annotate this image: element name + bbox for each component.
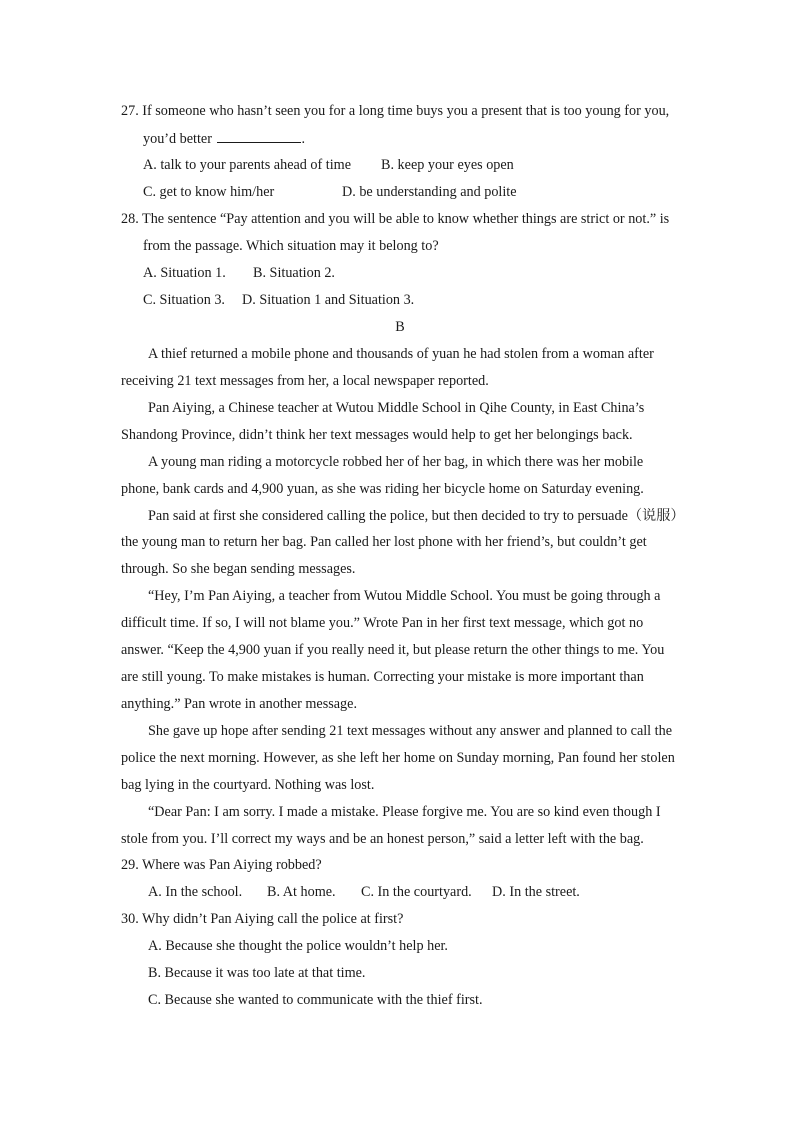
q27-stem-line2-post: . xyxy=(301,131,306,147)
passage-p7-line1: “Dear Pan: I am sorry. I made a mistake. Please forgive me. You are so kind even though I xyxy=(148,804,661,820)
q27-option-d: D. be understanding and polite xyxy=(342,184,517,200)
passage-p3-line1: A young man riding a motorcycle robbed her of her bag, in which there was her mobile xyxy=(148,454,644,470)
passage-p2-line1: Pan Aiying, a Chinese teacher at Wutou Middle School in Qihe County, in East China’s xyxy=(148,400,645,416)
passage-p2-line2: Shandong Province, didn’t think her text messages would help to get her belongings back. xyxy=(121,427,633,443)
q30-option-b: B. Because it was too late at that time. xyxy=(148,965,366,981)
q30-option-c: C. Because she wanted to communicate with the thief first. xyxy=(148,992,483,1008)
q27-stem-line2 xyxy=(143,129,305,148)
passage-p4-line2: the young man to return her bag. Pan called her lost phone with her friend’s, but couldn’t get xyxy=(121,534,647,550)
q27-option-b: B. keep your eyes open xyxy=(381,157,514,173)
q29-option-c: C. In the courtyard. xyxy=(361,884,472,900)
passage-p4-line1: Pan said at first she considered calling the police, but then decided to try to persuade（说服） xyxy=(148,508,685,524)
q29-stem: 29. Where was Pan Aiying robbed? xyxy=(121,857,322,873)
q28-option-d: D. Situation 1 and Situation 3. xyxy=(242,292,415,308)
passage-p5-line3: answer. “Keep the 4,900 yuan if you really need it, but please return the other things to me. You xyxy=(121,642,665,658)
passage-p6-line3: bag lying in the courtyard. Nothing was lost. xyxy=(121,777,375,793)
q29-option-d: D. In the street. xyxy=(492,884,580,900)
q27-stem-line1: 27. If someone who hasn’t seen you for a long time buys you a present that is too young for you, xyxy=(121,103,670,119)
q28-option-c: C. Situation 3. xyxy=(143,292,225,308)
q30-option-a: A. Because she thought the police wouldn’t help her. xyxy=(148,938,448,954)
passage-p1-line2: receiving 21 text messages from her, a local newspaper reported. xyxy=(121,373,489,389)
q28-option-b: B. Situation 2. xyxy=(253,265,335,281)
q27-answer-blank xyxy=(217,129,301,143)
passage-p6-line1: She gave up hope after sending 21 text messages without any answer and planned to call the xyxy=(148,723,673,739)
q29-option-a: A. In the school. xyxy=(148,884,243,900)
passage-p4-line3: through. So she began sending messages. xyxy=(121,561,356,577)
passage-p7-line2: stole from you. I’ll correct my ways and be an honest person,” said a letter left with the bag. xyxy=(121,831,644,847)
q30-stem: 30. Why didn’t Pan Aiying call the police at first? xyxy=(121,911,404,927)
q27-option-a: A. talk to your parents ahead of time xyxy=(143,157,352,173)
q27-option-c: C. get to know him/her xyxy=(143,184,275,200)
passage-p5-line1: “Hey, I’m Pan Aiying, a teacher from Wutou Middle School. You must be going through a xyxy=(148,588,661,604)
passage-p3-line2: phone, bank cards and 4,900 yuan, as she was riding her bicycle home on Saturday evening. xyxy=(121,481,644,497)
section-title: B xyxy=(395,319,405,335)
q27-stem-line2-pre: you’d better xyxy=(143,131,212,147)
passage-p5-line4: are still young. To make mistakes is human. Correcting your mistake is more important than xyxy=(121,669,644,685)
passage-p6-line2: police the next morning. However, as she left her home on Sunday morning, Pan found her stolen xyxy=(121,750,675,766)
passage-p5-line2: difficult time. If so, I will not blame you.” Wrote Pan in her first text message, which got no xyxy=(121,615,644,631)
passage-p5-line5: anything.” Pan wrote in another message. xyxy=(121,696,357,712)
passage-p1-line1: A thief returned a mobile phone and thousands of yuan he had stolen from a woman after xyxy=(148,346,654,362)
q28-option-a: A. Situation 1. xyxy=(143,265,226,281)
q29-option-b: B. At home. xyxy=(267,884,336,900)
q28-stem-line2: from the passage. Which situation may it belong to? xyxy=(143,238,439,254)
q28-stem-line1: 28. The sentence “Pay attention and you will be able to know whether things are strict or not.” is xyxy=(121,211,670,227)
